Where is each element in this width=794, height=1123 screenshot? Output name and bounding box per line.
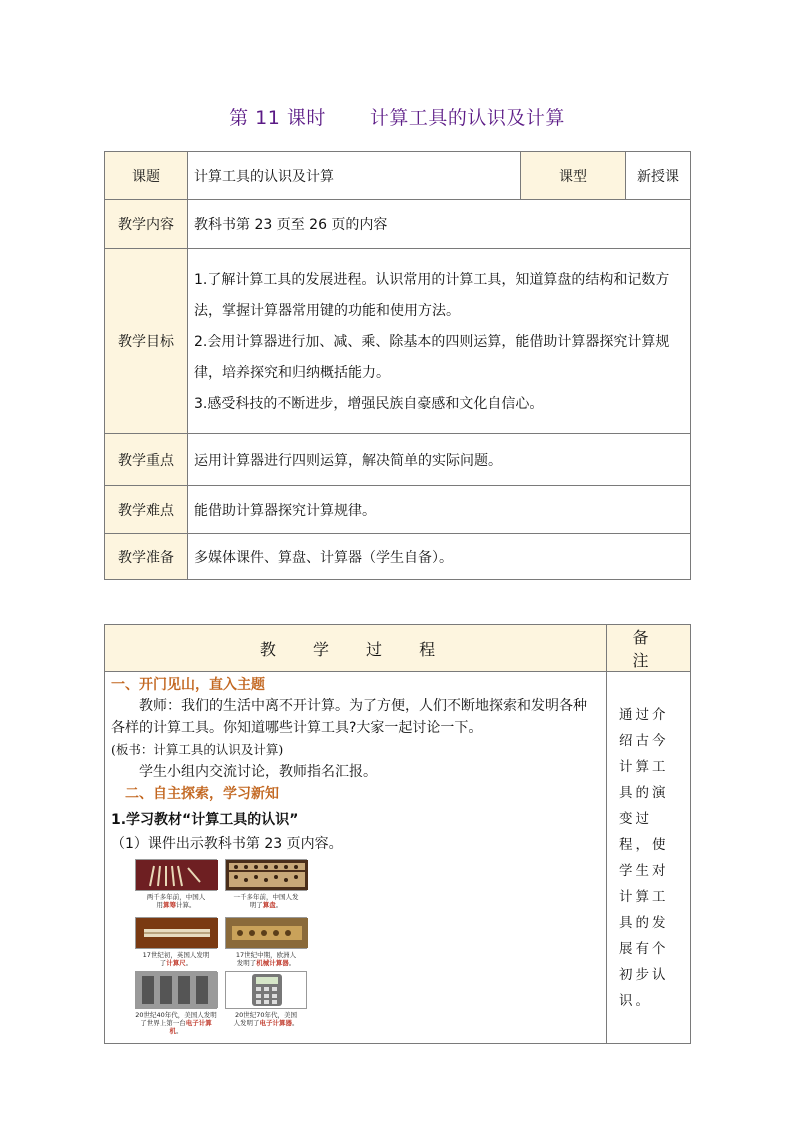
subsection-title: 1.学习教材“计算工具的认识” bbox=[111, 812, 299, 828]
computer-icon bbox=[135, 971, 217, 1009]
process-body-row bbox=[105, 672, 691, 1044]
picture-caption: 17世纪中期，欧洲人 发明了机械计算器。 bbox=[235, 951, 297, 967]
picture-computer bbox=[135, 971, 217, 1035]
counting-rods-icon bbox=[135, 859, 217, 891]
type-label: 课型 bbox=[521, 152, 626, 200]
picture-abacus bbox=[225, 859, 307, 909]
slide-rule-icon bbox=[135, 917, 217, 949]
process-header-row bbox=[105, 625, 691, 672]
prep-value: 多媒体课件、算盘、计算器（学生自备）。 bbox=[188, 534, 691, 580]
page-title bbox=[0, 103, 794, 130]
picture-caption: 20世纪40年代，美国人发明 了世界上第一台电子计算机。 bbox=[135, 1011, 217, 1035]
teaching-process-table bbox=[104, 624, 691, 1044]
lesson-topic: 计算工具的认识及计算 bbox=[369, 107, 565, 129]
goal-item: 2.会用计算器进行加、减、乘、除基本的四则运算，能借助计算器探究计算规律，培养探究和归纳概括能力。 bbox=[194, 333, 670, 381]
picture-caption: 20世纪70年代，美国 人发明了电子计算器。 bbox=[233, 1011, 299, 1027]
section1-paragraph-2: 学生小组内交流讨论，教师指名汇报。 bbox=[139, 764, 377, 780]
content-row bbox=[105, 200, 691, 249]
picture-caption: 17世纪初，英国人发明 了计算尺。 bbox=[142, 951, 210, 967]
process-content bbox=[105, 672, 607, 1044]
picture-electronic-calculator bbox=[225, 971, 307, 1027]
picture-mechanical-calculator bbox=[225, 917, 307, 967]
lesson-info-table bbox=[104, 151, 691, 580]
difficulty-row bbox=[105, 486, 691, 534]
picture-caption: 两千多年前，中国人 用算筹计算。 bbox=[146, 893, 206, 909]
goals-row bbox=[105, 249, 691, 434]
goal-item: 1.了解计算工具的发展进程。认识常用的计算工具，知道算盘的结构和记数方法，掌握计算器常用键的功能和使用方法。 bbox=[194, 271, 670, 319]
key-row bbox=[105, 434, 691, 486]
topic-value: 计算工具的认识及计算 bbox=[188, 152, 521, 200]
abacus-icon bbox=[225, 859, 307, 891]
content-value: 教科书第 23 页至 26 页的内容 bbox=[188, 200, 691, 249]
electronic-calculator-icon bbox=[225, 971, 307, 1009]
section2-title: 二、自主探索，学习新知 bbox=[125, 786, 279, 802]
notes-cell: 通过介绍古今计算工具的演变过程，使学生对计算工具的发展有个初步认识。 bbox=[607, 672, 691, 1044]
key-value: 运用计算器进行四则运算，解决简单的实际问题。 bbox=[188, 434, 691, 486]
picture-counting-rods bbox=[135, 859, 217, 909]
notes-header bbox=[607, 625, 691, 672]
section1-paragraph: 教师：我们的生活中离不开计算。为了方便，人们不断地探索和发明各种各样的计算工具。你知道哪些计算工具?大家一起讨论一下。 bbox=[111, 698, 587, 736]
topic-label: 课题 bbox=[105, 152, 188, 200]
picture-caption: 一千多年前，中国人发 明了算盘。 bbox=[233, 893, 299, 909]
prep-label: 教学准备 bbox=[105, 534, 188, 580]
type-value: 新授课 bbox=[626, 152, 691, 200]
calculation-tools-figure bbox=[135, 859, 310, 1035]
key-label: 教学重点 bbox=[105, 434, 188, 486]
process-header bbox=[105, 625, 607, 672]
board-note: (板书：计算工具的认识及计算) bbox=[111, 742, 284, 757]
section1-title: 一、开门见山，直入主题 bbox=[111, 677, 265, 693]
topic-row bbox=[105, 152, 691, 200]
subsection-paragraph: （1）课件出示教科书第 23 页内容。 bbox=[111, 836, 343, 852]
mechanical-calculator-icon bbox=[225, 917, 307, 949]
goal-item: 3.感受科技的不断进步，增强民族自豪感和文化自信心。 bbox=[194, 395, 544, 412]
lesson-number: 第 11 课时 bbox=[229, 107, 326, 129]
process-header-text: 教 学 过 程 bbox=[259, 639, 452, 659]
goals-list bbox=[188, 249, 691, 434]
difficulty-label: 教学难点 bbox=[105, 486, 188, 534]
prep-row bbox=[105, 534, 691, 580]
notes-header-text: 备 注 bbox=[632, 628, 665, 670]
difficulty-value: 能借助计算器探究计算规律。 bbox=[188, 486, 691, 534]
picture-slide-rule bbox=[135, 917, 217, 967]
goals-label: 教学目标 bbox=[105, 249, 188, 434]
content-label: 教学内容 bbox=[105, 200, 188, 249]
